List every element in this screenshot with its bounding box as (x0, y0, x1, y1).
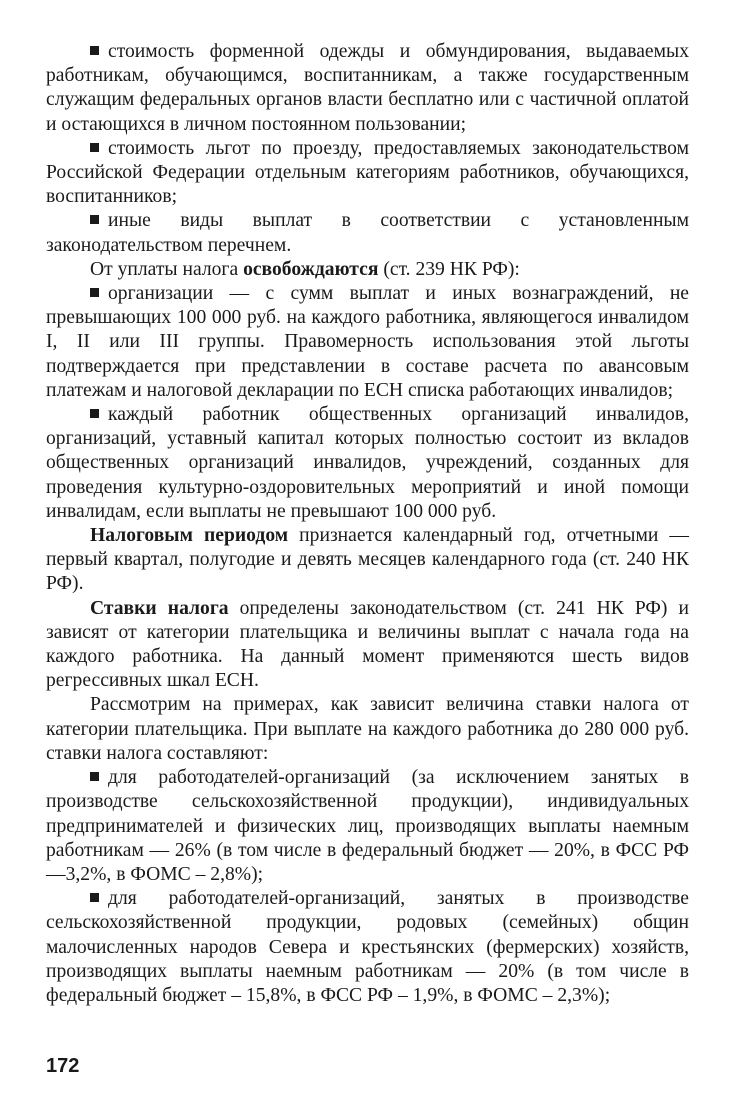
paragraph-exemptions (46, 258, 689, 282)
paragraph-text: (ст. 239 НК РФ): (378, 258, 520, 280)
paragraph-lead: От уплаты налога (90, 258, 244, 280)
paragraph-text: Рассмотрим на примерах, как зависит величина ставки налога от категории плательщика. При выплате на каждого работника до 280 000 руб. ставки налога составляют: (46, 694, 689, 764)
list-item (46, 209, 689, 257)
square-bullet-icon (90, 46, 99, 55)
list-item-text: стоимость льгот по проезду, предоставляемых законодательством Российской Федерации отдельным категориям работников, обучающихся, воспитанников; (46, 137, 689, 208)
bold-term: освобождаются (243, 258, 379, 280)
paragraph-tax-period (46, 524, 689, 597)
square-bullet-icon (90, 288, 99, 297)
paragraph-text: признается календарный год, отчетными — первый квартал, полугодие и девять месяцев календарного года (ст. 240 НК РФ). (46, 525, 689, 595)
list-item-text: стоимость форменной одежды и обмундирования, выдаваемых работникам, обучающимся, воспитанникам, а также государственным служащим федеральных органов власти бесплатно или с частичной оплатой и остающихся в личном постоянном пользовании; (46, 41, 689, 135)
square-bullet-icon (90, 143, 99, 152)
list-item-text: каждый работник общественных организаций инвалидов, организаций, уставный капитал которых полностью состоит из вкладов общественных организаций инвалидов, учреждений, созданных для проведения культурно-оздоровительных мероприятий и иной помощи инвалидам, если выплаты не превышают 100 000 руб. (46, 404, 689, 522)
list-item (46, 403, 689, 524)
page-number: 172 (46, 1055, 80, 1077)
paragraph-text: определены законодательством (ст. 241 НК РФ) и зависят от категории плательщика и величины выплат с начала года на каждого работника. На данный момент применяются шесть видов регрессивных шкал ЕСН. (46, 597, 689, 692)
list-item-text: для работодателей-организаций (за исключением занятых в производстве сельскохозяйственной продукции), индивидуальных предпринимателей и физических лиц, производящих выплаты наемным работникам — 26% (в том числе в федеральный бюджет — 20%, в ФСС РФ —3,2%, в ФОМС – 2,8%); (46, 767, 689, 885)
list-item (46, 282, 689, 403)
square-bullet-icon (90, 772, 99, 781)
list-item (46, 40, 689, 137)
bold-term: Налоговым периодом (90, 525, 289, 547)
list-item-text: организации — с сумм выплат и иных вознаграждений, не превышающих 100 000 руб. на каждого работника, являющегося инвалидом I, II или III группы. Правомерность использования этой льготы подтверждается при представлении в составе расчета по авансовым платежам и налоговой декларации по ЕСН списка работающих инвалидов; (46, 283, 689, 401)
paragraph-examples (46, 693, 689, 766)
list-item (46, 887, 689, 1008)
list-item (46, 137, 689, 210)
square-bullet-icon (90, 893, 99, 902)
list-item-text: для работодателей-организаций, занятых в производстве сельскохозяйственной продукции, родовых (семейных) общин малочисленных народов Севера и крестьянских (фермерских) хозяйств, производящих выплаты наемным работникам — 20% (в том числе в федеральный бюджет – 15,8%, в ФСС РФ – 1,9%, в ФОМС – 2,3%); (46, 888, 689, 1006)
square-bullet-icon (90, 409, 99, 418)
paragraph-tax-rates (46, 597, 689, 694)
list-item-text: иные виды выплат в соответствии с установленным законодательством перечнем. (46, 210, 689, 256)
bold-term: Ставки налога (90, 597, 229, 619)
square-bullet-icon (90, 215, 99, 224)
list-item (46, 766, 689, 887)
